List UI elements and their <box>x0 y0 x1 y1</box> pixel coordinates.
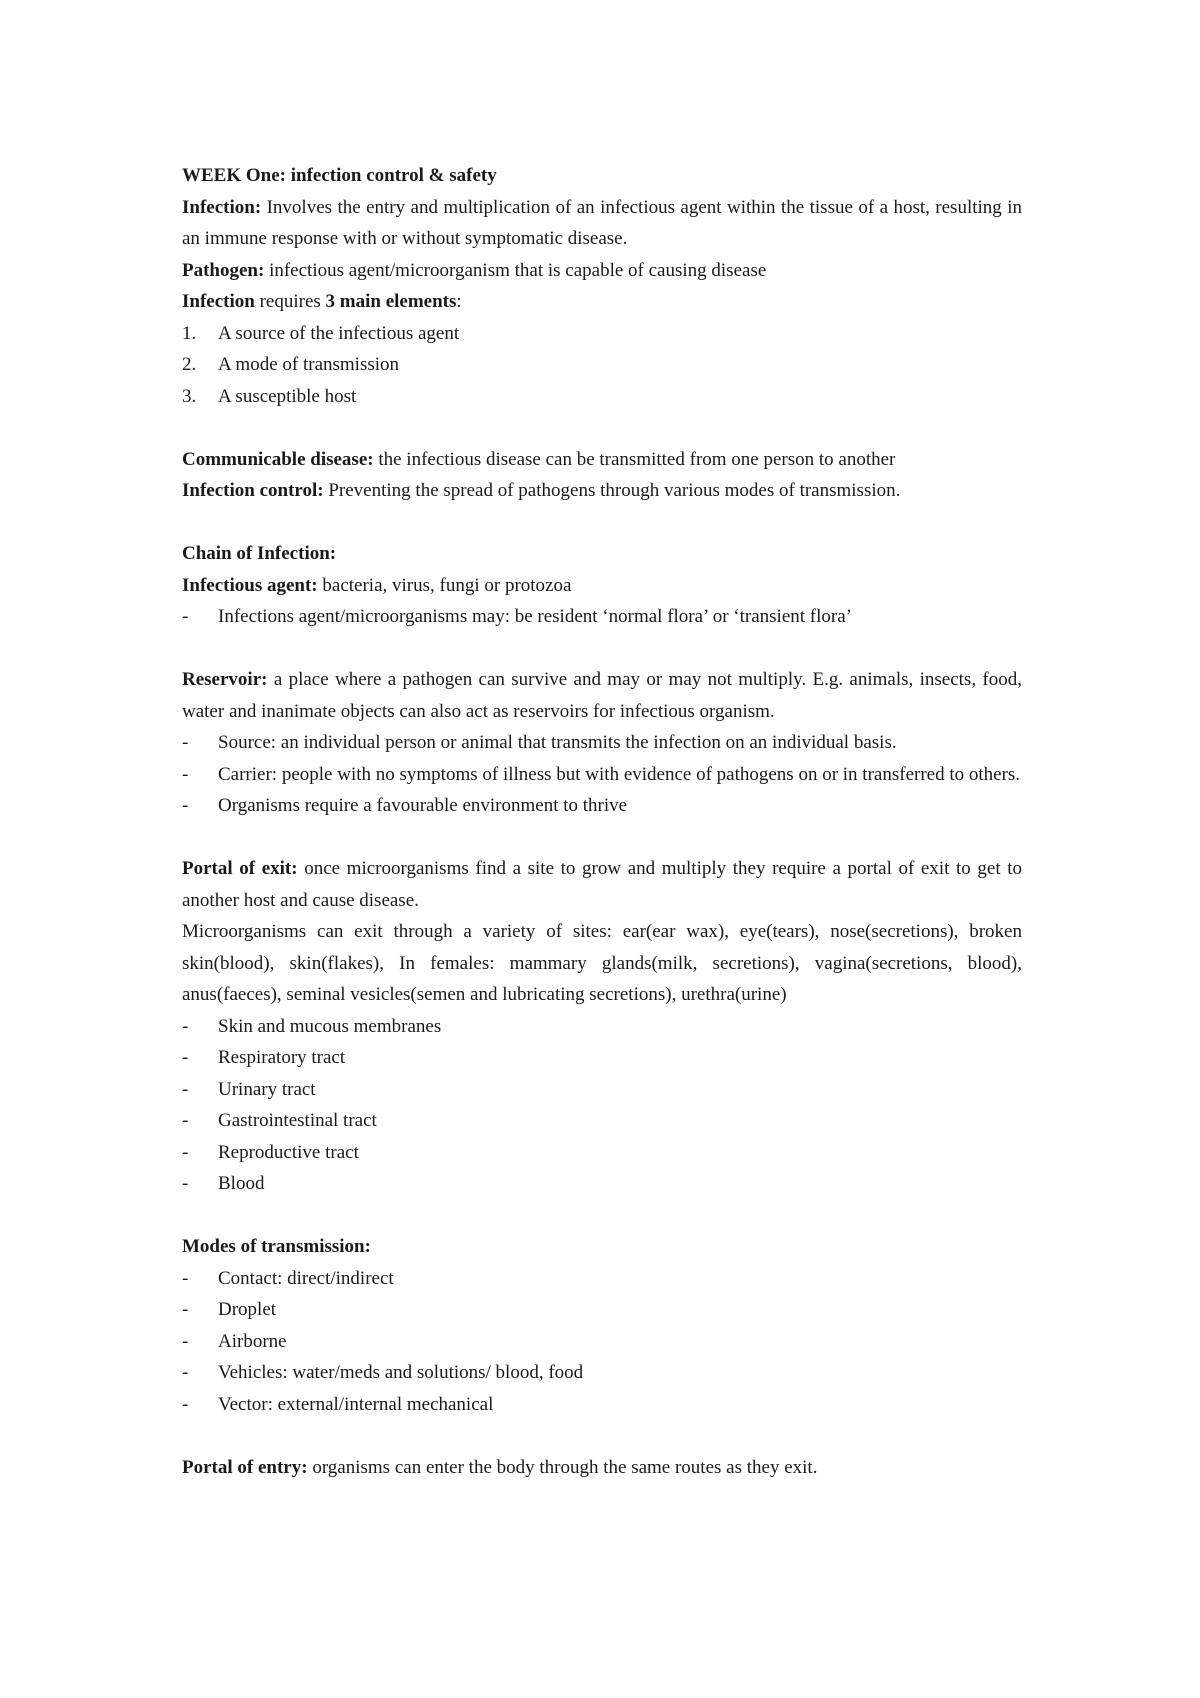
document-body <box>182 160 1022 1483</box>
pathogen-definition: Pathogen: infectious agent/microorganism that is capable of causing disease <box>182 259 767 281</box>
modes-list <box>182 1263 1022 1421</box>
spacer <box>182 507 1022 539</box>
list-item: 2. A mode of transmission <box>182 354 400 375</box>
list-item: - Vector: external/internal mechanical <box>182 1393 494 1415</box>
list-item: - Respiratory tract <box>182 1047 346 1068</box>
spacer <box>182 633 1022 665</box>
infection-definition: Infection: Involves the entry and multiplication of an infectious agent within the tissue of a host, resulting in an immune response with or without symptomatic disease. <box>182 196 1022 249</box>
portal-exit-definition: Portal of exit: once microorganisms find a site to grow and multiply they require a portal of exit to get to another host and cause disease. <box>182 858 1023 911</box>
portal-entry-definition: Portal of entry: organisms can enter the body through the same routes as they exit. <box>182 1456 818 1478</box>
elements-list <box>182 318 1022 413</box>
elements-intro: Infection requires 3 main elements: <box>182 291 462 312</box>
list-item: - Source: an individual person or animal that transmits the infection on an individual basis. <box>182 732 897 753</box>
communicable-definition: Communicable disease: the infectious disease can be transmitted from one person to another <box>182 448 896 470</box>
list-item: - Skin and mucous membranes <box>182 1015 442 1037</box>
spacer <box>182 1200 1022 1232</box>
infection-control-definition: Infection control: Preventing the spread of pathogens through various modes of transmission. <box>182 480 901 501</box>
list-item: - Infections agent/microorganisms may: be resident ‘normal flora’ or ‘transient flora’ <box>182 606 852 627</box>
spacer <box>182 822 1022 854</box>
list-item: - Droplet <box>182 1299 277 1320</box>
agent-list <box>182 601 1022 633</box>
modes-heading: Modes of transmission: <box>182 1236 371 1257</box>
list-item: - Contact: direct/indirect <box>182 1267 394 1289</box>
spacer <box>182 412 1022 444</box>
reservoir-list <box>182 727 1022 822</box>
list-item: - Gastrointestinal tract <box>182 1110 377 1131</box>
exit-list <box>182 1011 1022 1200</box>
list-item: - Carrier: people with no symptoms of illness but with evidence of pathogens on or in transferred to others. <box>182 763 1021 785</box>
list-item: - Reproductive tract <box>182 1141 359 1163</box>
list-item: - Airborne <box>182 1330 287 1352</box>
list-item: - Blood <box>182 1173 265 1194</box>
exit-sites-paragraph: Microorganisms can exit through a variety of sites: ear(ear wax), eye(tears), nose(secretions), broken skin(blood), skin(flakes), In females: mammary glands(milk, secretions), vagina(secretions, blood), anus(faeces), seminal vesicles(semen and lubricating secretions), urethra(urine) <box>182 921 1022 1005</box>
chain-heading: Chain of Infection: <box>182 543 337 564</box>
list-item: - Vehicles: water/meds and solutions/ blood, food <box>182 1362 584 1383</box>
reservoir-definition: Reservoir: a place where a pathogen can survive and may or may not multiply. E.g. animals, insects, food, water and inanimate objects can also act as reservoirs for infectious organism. <box>182 669 1022 722</box>
list-item: - Urinary tract <box>182 1078 316 1100</box>
list-item: 1. A source of the infectious agent <box>182 322 460 344</box>
list-item: 3. A susceptible host <box>182 385 357 407</box>
page-title: WEEK One: infection control & safety <box>182 165 497 186</box>
list-item: - Organisms require a favourable environment to thrive <box>182 795 628 816</box>
spacer <box>182 1420 1022 1452</box>
agent-definition: Infectious agent: bacteria, virus, fungi or protozoa <box>182 574 572 596</box>
